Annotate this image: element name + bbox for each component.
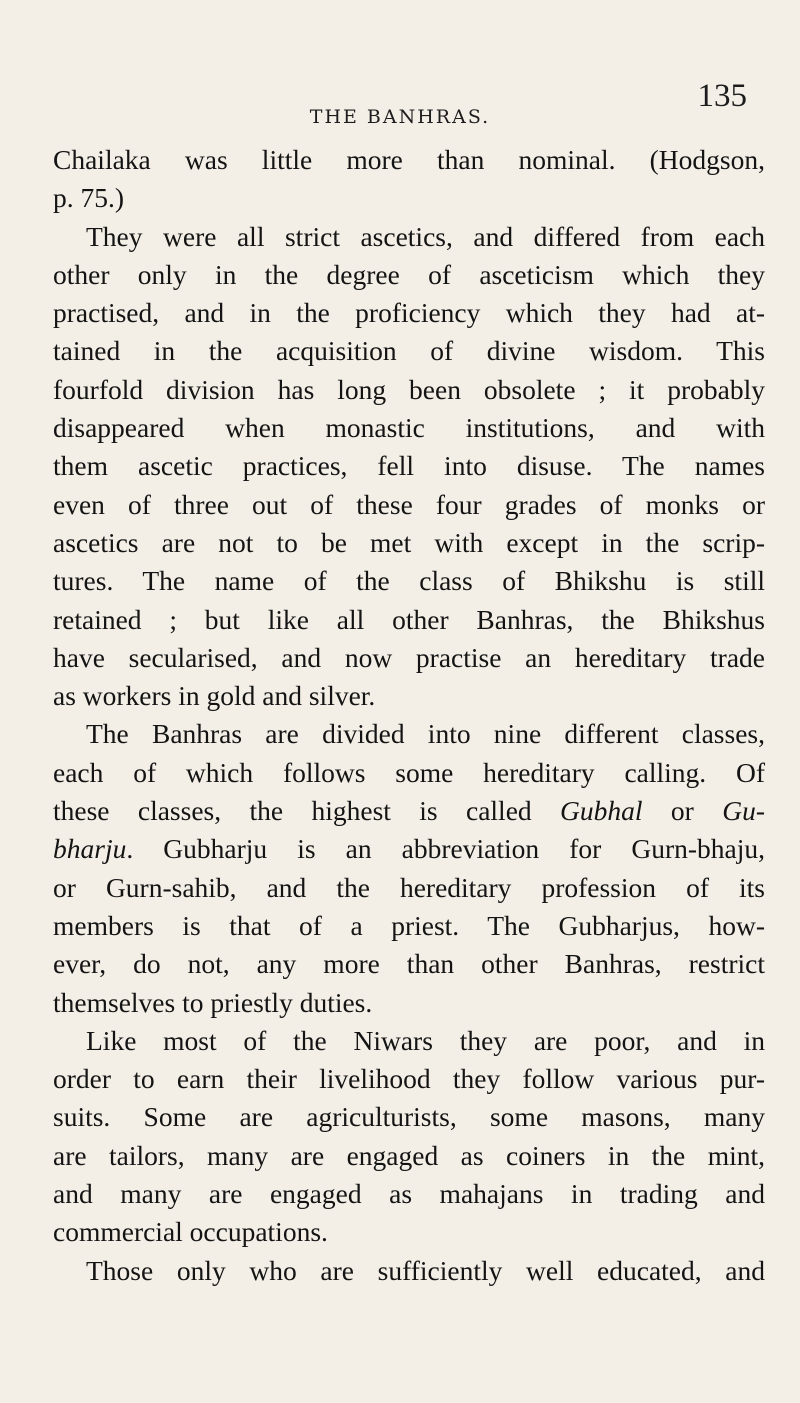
text-line: fourfold division has long been obsolete ; it probably (53, 373, 765, 405)
paragraph (53, 1252, 765, 1290)
text-line: The Banhras are divided into nine different classes, (86, 718, 765, 750)
text-line: tures. The name of the class of Bhikshu is still (53, 565, 765, 597)
text-line: and many are engaged as mahajans in trading and (53, 1178, 765, 1210)
text-line: order to earn their livelihood they follow various pur- (53, 1063, 765, 1095)
text-line: ever, do not, any more than other Banhras, restrict (53, 948, 765, 980)
text-line: themselves to priestly duties. (53, 986, 373, 1018)
paragraph (53, 141, 765, 218)
text-line: even of three out of these four grades of monks or (53, 488, 765, 520)
running-head: THE BANHRAS. (309, 106, 491, 128)
italic-term: Gubhal (560, 795, 643, 827)
text-line: each of which follows some hereditary calling. Of (53, 756, 765, 788)
text-line: members is that of a priest. The Gubharjus, how- (53, 909, 765, 941)
paragraph (53, 218, 765, 716)
italic-term: Gu- (722, 795, 765, 827)
text-line: or Gurn-sahib, and the hereditary profession of its (53, 871, 765, 903)
text-line: retained ; but like all other Banhras, the Bhikshus (53, 603, 765, 635)
text-line: Chailaka was little more than nominal. (Hodgson, (53, 144, 765, 175)
text-line: p. 75.) (53, 182, 125, 214)
text-line: ascetics are not to be met with except in the scrip- (53, 526, 765, 558)
text-line: are tailors, many are engaged as coiners in the mint, (53, 1139, 765, 1171)
text-line: other only in the degree of asceticism which they (53, 258, 765, 290)
text-line: Those only who are sufficiently well educated, and (86, 1254, 765, 1286)
text-run: . Gubharju is an abbreviation for Gurn-bhaju, (126, 833, 765, 865)
paragraph (53, 1022, 765, 1252)
italic-term: bharju (53, 833, 127, 865)
text-line: commercial occupations. (53, 1216, 328, 1248)
paragraph (53, 715, 765, 1021)
text-line: Like most of the Niwars they are poor, and in (86, 1024, 765, 1056)
text-line: They were all strict ascetics, and differed from each (86, 220, 765, 252)
text-line: practised, and in the proficiency which they had at- (53, 297, 765, 329)
page-number: 135 (697, 78, 747, 114)
body-text (53, 141, 765, 1290)
text-line: have secularised, and now practise an hereditary trade (53, 641, 765, 673)
text-run: or (642, 795, 723, 827)
text-line: suits. Some are agriculturists, some masons, many (53, 1101, 765, 1133)
text-line-with-italics (53, 792, 765, 830)
text-line: as workers in gold and silver. (53, 680, 376, 712)
text-line-with-italics (53, 830, 765, 868)
text-line: tained in the acquisition of divine wisdom. This (53, 335, 765, 367)
text-run: these classes, the highest is called (53, 795, 561, 827)
text-line: them ascetic practices, fell into disuse. The names (53, 450, 765, 482)
text-line: disappeared when monastic institutions, and with (53, 412, 765, 444)
